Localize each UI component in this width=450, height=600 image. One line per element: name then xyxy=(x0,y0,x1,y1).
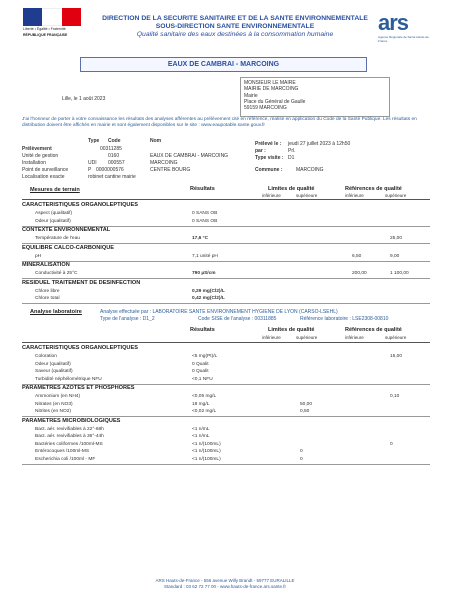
labo-section-title: CARACTERISTIQUES ORGANOLEPTIQUES xyxy=(22,345,138,351)
terrain-result: 0 SANS OB xyxy=(192,211,218,216)
labo-code-sise: Code SISE de l'analyse : 00311885 xyxy=(198,316,277,322)
labo-param-name: Odeur (qualitatif) xyxy=(35,361,71,367)
labo-sub-sup-ref: supérieure xyxy=(385,335,407,340)
preleve-label: Prélevé le : xyxy=(255,141,282,147)
localisation-value: robinet cantine mairie xyxy=(88,174,136,180)
terrain-table-row xyxy=(0,235,450,243)
labo-param-name: Turbidité néphélométrique NFU xyxy=(35,376,102,382)
labo-heading: Analyse laboratoire xyxy=(30,309,82,315)
labo-result: 18 mg/L xyxy=(192,401,210,407)
labo-param-name: Ammonium (en NH4) xyxy=(35,394,81,399)
terrain-col-results: Résultats xyxy=(190,186,215,192)
terrain-result: 0,29 mg(Cl2)/L xyxy=(192,288,225,294)
point-label: Point de surveillance xyxy=(22,167,69,173)
date-line: Lille, le 1 août 2023 xyxy=(62,96,106,102)
terrain-param-name: Chlore libre xyxy=(35,288,60,294)
labo-table-row xyxy=(0,376,450,384)
terrain-param-name: Chlore total xyxy=(35,296,60,301)
labo-limit-sup: 0 xyxy=(300,449,303,454)
terrain-param-name: Température de l'eau xyxy=(35,236,80,241)
terrain-ref-sup: 1 100,00 xyxy=(390,271,409,276)
footer-address: ARS Hauts-de-France - 556 avenue Willy Brandt - 59777 EURALILLE xyxy=(155,578,295,583)
republique-francaise-logo xyxy=(20,8,84,40)
labo-param-name: Nitrates (en NO3) xyxy=(35,401,73,407)
prelevement-code: 00311285 xyxy=(100,146,122,152)
address-line: MONSIEUR LE MAIRE xyxy=(244,80,296,86)
labo-param-name: Saveur (qualitatif) xyxy=(35,369,73,374)
labo-param-name: Bact. aér. revivifiables à 22°-68h xyxy=(35,426,104,432)
labo-result: 0 Qualit xyxy=(192,361,209,367)
localisation-label: Localisation exacte xyxy=(22,174,65,180)
preleve-value: jeudi 27 juillet 2023 à 12h50 xyxy=(288,141,351,147)
commune-value: MARCOING xyxy=(296,167,324,173)
labo-col-results: Résultats xyxy=(190,327,215,333)
terrain-section-divider xyxy=(22,261,430,262)
terrain-ref-sup: 25,00 xyxy=(390,236,403,241)
unite-label: Unité de gestion xyxy=(22,153,59,159)
labo-ref: Référence laboratoire : LSE2308-00810 xyxy=(300,316,389,322)
labo-param-name: Coloration xyxy=(35,354,57,359)
terrain-param-name: Odeur (qualitatif) xyxy=(35,218,71,224)
header-direction-line3: Qualité sanitaire des eaux destinées à la consommation humaine xyxy=(136,31,334,38)
terrain-result: 0 SANS OB xyxy=(192,218,218,224)
terrain-section-title: MINERALISATION xyxy=(22,262,70,268)
col-type-header: Type xyxy=(88,138,100,144)
unite-type: 0160 xyxy=(108,153,120,159)
labo-sub-inf-ref: inférieure xyxy=(345,335,364,340)
terrain-table-row xyxy=(0,253,450,261)
labo-limit-sup: 0 xyxy=(300,456,303,462)
address-line: Place du Général de Gaulle xyxy=(244,98,306,105)
labo-sub-inf: inférieure xyxy=(262,335,281,340)
terrain-ref-inf: 6,50 xyxy=(352,253,362,259)
labo-result: <1 n/mL xyxy=(192,426,210,432)
terrain-param-name: Aspect (qualitatif) xyxy=(35,211,73,216)
labo-param-name: Nitrites (en NO2) xyxy=(35,409,71,414)
labo-ref-sup: 0 xyxy=(390,441,393,447)
labo-table-row xyxy=(0,456,450,464)
terrain-table-row xyxy=(0,218,450,226)
address-line: MAIRIE DE MARCOING xyxy=(244,86,299,93)
labo-sub-sup: supérieure xyxy=(296,335,318,340)
french-flag-icon xyxy=(23,8,81,26)
labo-param-name: Bact. aér. revivifiables à 36°-44h xyxy=(35,434,104,439)
terrain-table-row xyxy=(0,270,450,278)
installation-code: 000557 xyxy=(108,160,125,166)
terrain-table-row xyxy=(0,295,450,303)
terrain-result: 0,42 mg(Cl2)/L xyxy=(192,296,225,301)
installation-label: Installation xyxy=(22,160,46,166)
point-nom: CENTRE BOURG xyxy=(150,167,191,173)
unite-nom: EAUX DE CAMBRAI - MARCOING xyxy=(150,153,229,159)
labo-result: <0,1 NFU xyxy=(192,376,213,382)
labo-param-name: Bactéries coliformes /100ml-MS xyxy=(35,441,103,447)
col-code-header: Code xyxy=(108,138,121,144)
point-code: 0000000576 xyxy=(96,167,124,173)
terrain-section-title: RESIDUEL TRAITEMENT DE DESINFECTION xyxy=(22,279,141,286)
footer xyxy=(40,578,410,590)
terrain-sub-sup-ref: supérieure xyxy=(385,193,407,198)
terrain-sub-inf: inférieure xyxy=(262,193,281,198)
ars-logo-subtitle: Agence Régionale de Santé Hauts-de-France xyxy=(378,35,430,43)
installation-type: UDI xyxy=(88,160,97,166)
intro-paragraph: J'ai l'honneur de porter à votre connaissance les résultats des analyses afférentes au prélèvement cité en référence, réalisé en application du Code de la Santé Publique. Les résultats en distribution doivent être affichés en mairie et sont également disponibles sur le site : www.eaupotable.sante.gouv.fr xyxy=(22,117,417,128)
par-label: par : xyxy=(255,148,266,154)
labo-section-title: PARAMETRES MICROBIOLOGIQUES xyxy=(22,417,121,424)
terrain-section-title: EQUILIBRE CALCO-CARBONIQUE xyxy=(22,244,114,251)
labo-result: <1 n/mL xyxy=(192,434,210,439)
labo-result: <1 n/(100mL) xyxy=(192,441,221,447)
labo-ref-sup: 15,00 xyxy=(390,354,403,359)
terrain-col-refs: Références de qualité xyxy=(345,186,402,192)
terrain-ref-inf: 200,00 xyxy=(352,271,367,276)
header-direction-line2: SOUS-DIRECTION SANTE ENVIRONNEMENTALE xyxy=(155,23,315,30)
terrain-result: 17,6 °C xyxy=(192,236,209,241)
par-value: Prl. xyxy=(288,148,296,154)
labo-result: <0,02 mg/L xyxy=(192,409,217,414)
terrain-section-title: CARACTERISTIQUES ORGANOLEPTIQUES xyxy=(22,202,138,208)
labo-result: <1 n/(100mL) xyxy=(192,449,221,454)
republique-name: RÉPUBLIQUE FRANÇAISE xyxy=(23,32,68,37)
labo-section-divider xyxy=(22,464,430,465)
terrain-ref-sup: 9,00 xyxy=(390,253,400,259)
labo-section-title: PARAMETRES AZOTES ET PHOSPHORES xyxy=(22,385,135,391)
labo-divider xyxy=(22,342,430,343)
labo-result: <0,05 mg/L xyxy=(192,394,217,399)
labo-param-name: Escherichia coli /100ml - MF xyxy=(35,456,96,462)
visite-label: Type visite : xyxy=(255,155,284,161)
terrain-result: 790 µS/cm xyxy=(192,271,216,276)
labo-ref-sup: 0,10 xyxy=(390,394,400,399)
terrain-col-limits: Limites de qualité xyxy=(268,186,315,192)
terrain-sub-sup: supérieure xyxy=(296,193,318,198)
terrain-heading: Mesures de terrain xyxy=(30,187,80,193)
labo-table-row xyxy=(0,408,450,416)
labo-result: <1 n/(100mL) xyxy=(192,456,221,462)
header-direction-line1: DIRECTION DE LA SECURITE SANITAIRE ET DE LA SANTE ENVIRONNEMENTALE xyxy=(102,15,368,22)
footer-contact: Standard : 03 62 72 77 00 - www.hauts-de-france.ars.sante.fr xyxy=(163,584,287,589)
terrain-param-name: pH xyxy=(35,253,42,259)
terrain-result: 7,1 unité pH xyxy=(192,253,218,259)
ars-logo xyxy=(378,10,438,45)
prelevement-label: Prélèvement xyxy=(22,146,52,152)
col-nom-header: Nom xyxy=(150,138,162,144)
terrain-section-divider xyxy=(22,303,430,304)
labo-limit-sup: 0,50 xyxy=(300,409,310,414)
document-title: EAUX DE CAMBRAI - MARCOING xyxy=(80,57,367,72)
address-line: 59159 MARCOING xyxy=(244,105,287,112)
labo-effectuee: Analyse effectuée par : LABORATOIRE SANTE ENVIRONNEMENT HYGIENE DE LYON (CARSO-LSEHL) xyxy=(100,309,338,315)
address-block xyxy=(240,77,390,117)
terrain-divider xyxy=(22,199,430,200)
terrain-section-title: CONTEXTE ENVIRONNEMENTAL xyxy=(22,227,111,233)
labo-result: <5 mg(Pt)/L xyxy=(192,354,218,359)
point-type: P xyxy=(88,167,92,173)
installation-nom: MARCOING xyxy=(150,160,178,166)
visite-value: D1 xyxy=(288,155,295,161)
labo-limit-sup: 50,00 xyxy=(300,401,313,407)
labo-type-analyse: Type de l'analyse : D1_2 xyxy=(100,316,155,322)
ars-logo-text: ars xyxy=(378,10,409,35)
address-line: Mairie xyxy=(244,92,258,99)
republique-motto: Liberté • Égalité • Fraternité xyxy=(23,27,66,31)
terrain-param-name: Conductivité à 25°C xyxy=(35,271,78,276)
labo-col-refs: Références de qualité xyxy=(345,327,402,333)
labo-param-name: Entérocoques /100ml-MS xyxy=(35,449,90,454)
commune-label: Commune : xyxy=(255,167,283,173)
labo-col-limits: Limites de qualité xyxy=(268,327,315,333)
terrain-sub-inf-ref: inférieure xyxy=(345,193,364,198)
labo-result: 0 Qualit xyxy=(192,369,209,374)
